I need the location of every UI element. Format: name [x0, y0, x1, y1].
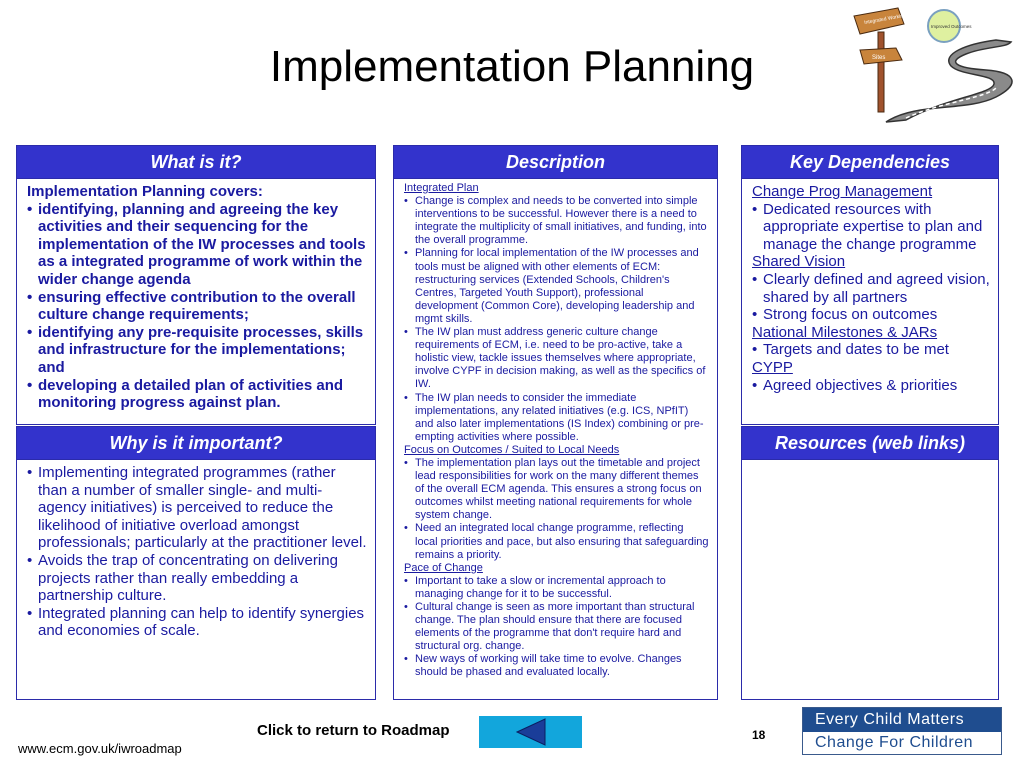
page-number: 18 — [752, 728, 766, 742]
description-item: • Important to take a slow or incremental approach to managing change for it to be successful. — [404, 575, 709, 601]
resources-panel — [741, 426, 999, 700]
description-body — [394, 179, 717, 682]
description-section-heading: Focus on Outcomes / Suited to Local Needs — [404, 443, 620, 456]
dependency-heading-link[interactable]: CYPP — [752, 358, 793, 376]
what-is-it-panel — [16, 145, 376, 425]
dependency-item: • Strong focus on outcomes — [752, 306, 990, 324]
description-item: • New ways of working will take time to evolve. Changes should be phased and evaluated locally. — [404, 653, 709, 679]
page-title: Implementation Planning — [269, 42, 755, 91]
roadmap-signpost-logo[interactable] — [846, 2, 1022, 124]
ecm-logo-line2: Change For Children — [803, 732, 1001, 754]
what-item: • identifying, planning and agreeing the key activities and their sequencing for the implementation of the IW processes and tools as a integrated programme of work within the wider change agenda — [27, 201, 367, 289]
sign3-text: Sites — [872, 55, 886, 61]
dependency-item: • Agreed objectives & priorities — [752, 377, 990, 395]
dependency-item: • Targets and dates to be met — [752, 341, 990, 359]
description-panel — [393, 145, 718, 700]
description-item: • Cultural change is seen as more important than structural change. The plan should ensure that there are focused elements of the programme that don't require hard and structural org. change. — [404, 601, 709, 653]
why-important-header: Why is it important? — [17, 427, 375, 460]
ecm-logo — [802, 707, 1002, 755]
what-item: • identifying any pre-requisite processes, skills and infrastructure for the implementations; and — [27, 324, 367, 377]
description-item: • Need an integrated local change programme, reflecting local priorities and pace, but also ensuring that safeguarding remains a priority. — [404, 522, 709, 561]
dependency-item: • Dedicated resources with appropriate expertise to plan and manage the change programme — [752, 201, 990, 254]
why-important-body — [17, 460, 375, 644]
description-item: • Planning for local implementation of the IW processes and tools must be aligned with other elements of ECM: restructuring services (Extended Schools, Children's Centres, Targeted Youth Support), professional development (Common Core), developing leadership and mgmt skills. — [404, 247, 709, 326]
resources-header: Resources (web links) — [742, 427, 998, 460]
description-item: • Change is complex and needs to be converted into simple interventions to be successful. However there is a need to integrate the multiplicity of small initiatives, and funding, into the overall programme. — [404, 195, 709, 247]
key-dependencies-header: Key Dependencies — [742, 146, 998, 179]
what-is-it-body — [17, 179, 375, 416]
dependency-heading-link[interactable]: National Milestones & JARs — [752, 323, 938, 341]
back-arrow-icon — [479, 716, 582, 748]
dependency-heading-link[interactable]: Shared Vision — [752, 253, 846, 271]
what-item: • ensuring effective contribution to the overall culture change requirements; — [27, 289, 367, 324]
what-intro: Implementation Planning covers: — [27, 183, 263, 200]
description-section-heading: Pace of Change — [404, 561, 483, 574]
return-roadmap-button[interactable] — [479, 716, 582, 748]
key-dependencies-panel — [741, 145, 999, 425]
footer-url: www.ecm.gov.uk/iwroadmap — [18, 741, 182, 756]
sign1-text: Integrated Working — [863, 12, 907, 27]
return-roadmap-label[interactable]: Click to return to Roadmap — [257, 722, 450, 739]
description-item: • The IW plan must address generic culture change requirements of ECM, i.e. need to be pro-active, take a holistic view, tackle issues themselves where appropriate, involve CYPF in decision making, as well as the specifics of IW. — [404, 326, 709, 391]
what-item: • developing a detailed plan of activities and monitoring progress against plan. — [27, 377, 367, 412]
ecm-logo-line1: Every Child Matters — [803, 708, 1001, 732]
key-dependencies-body — [742, 179, 998, 398]
dependency-item: • Clearly defined and agreed vision, shared by all partners — [752, 271, 990, 306]
why-important-panel — [16, 426, 376, 700]
why-item: • Avoids the trap of concentrating on delivering projects rather than really embedding a partnership culture. — [27, 552, 367, 605]
what-is-it-header: What is it? — [17, 146, 375, 179]
dependency-heading-link[interactable]: Change Prog Management — [752, 183, 933, 200]
description-header: Description — [394, 146, 717, 179]
why-item: • Integrated planning can help to identify synergies and economies of scale. — [27, 605, 367, 640]
description-section-heading: Integrated Plan — [404, 182, 479, 194]
sign2-text: Improved Outcomes — [931, 24, 972, 29]
why-item: • Implementing integrated programmes (rather than a number of smaller single- and multi-agency initiatives) is perceived to reduce the likelihood of initiative overload amongst professionals; particularly at the practitioner level. — [27, 464, 367, 552]
description-item: • The IW plan needs to consider the immediate implementations, any related initiatives (e.g. ICS, NPfIT) and also later implementations (IS Index) combining or pre-empting activities where possible. — [404, 392, 709, 444]
description-item: • The implementation plan lays out the timetable and project lead responsibilities for work on the many different themes of the overall ECM agenda. This ensures a strong focus on outcomes whilst meeting national requirements for whole system change. — [404, 457, 709, 522]
